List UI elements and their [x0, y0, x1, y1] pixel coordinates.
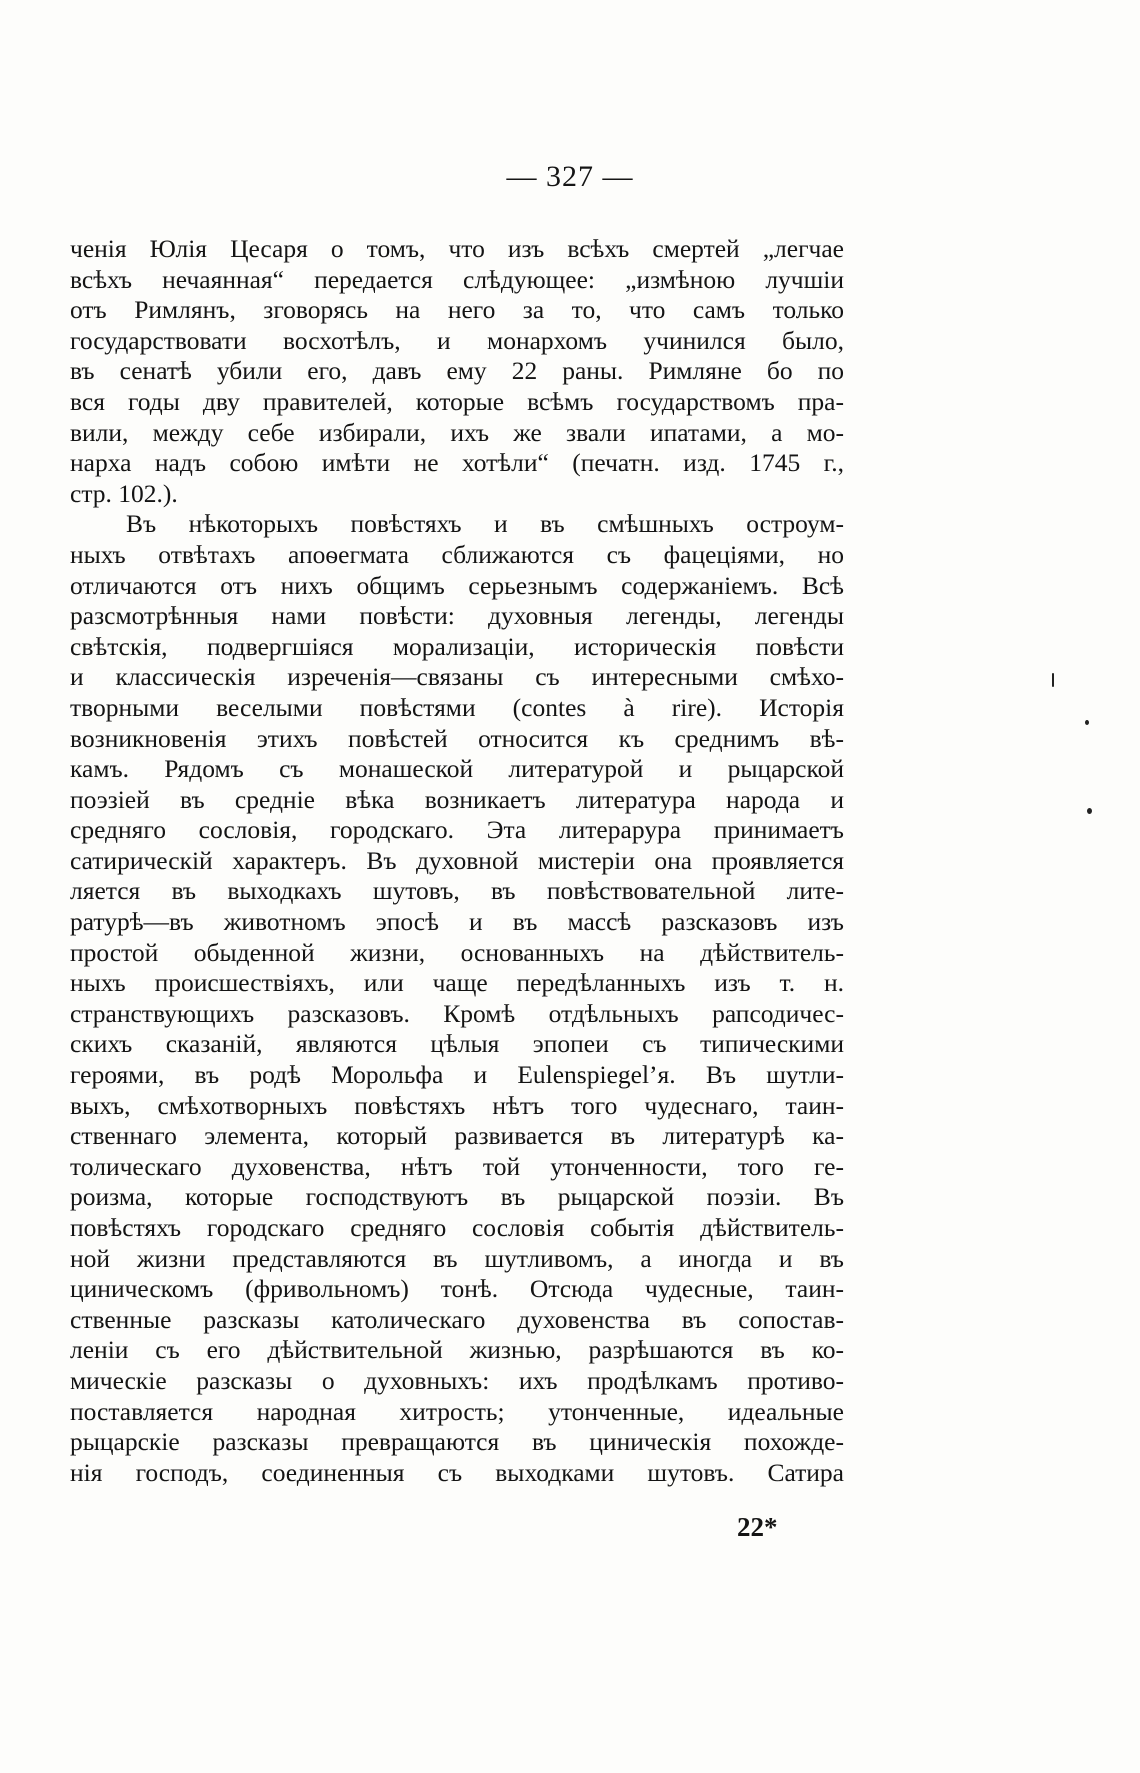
text-line: вся годы дву правителей, которые всѣмъ государствомъ пра- [70, 386, 844, 416]
text-line: Въ нѣкоторыхъ повѣстяхъ и въ смѣшныхъ остроум- [126, 509, 844, 539]
body-text [70, 234, 844, 1488]
text-line: ственные разсказы католическаго духовенства въ сопостав- [70, 1304, 844, 1334]
text-line: всѣхъ нечаянная“ передается слѣдующее: „измѣною лучшіи [70, 264, 844, 294]
text-line: ратурѣ—въ животномъ эпосѣ и въ массѣ разсказовъ изъ [70, 907, 844, 937]
text-line: въ сенатѣ убили его, давъ ему 22 раны. Римляне бо по [70, 356, 844, 386]
text-line: циническомъ (фривольномъ) тонѣ. Отсюда чудесные, таин- [70, 1274, 844, 1304]
ink-speck [1052, 673, 1054, 687]
ink-speck [1087, 808, 1092, 814]
text-line: героями, въ родѣ Морольфа и Eulenspiegel’я. Въ шутли- [70, 1060, 844, 1090]
text-line: нія господъ, соединенныя съ выходками шутовъ. Сатира [70, 1457, 844, 1487]
ink-speck [1085, 720, 1089, 725]
text-line: стр. 102.). [70, 478, 178, 508]
text-line: сатирическій характеръ. Въ духовной мистеріи она проявляется [70, 845, 844, 875]
text-line: свѣтскія, подвергшіяся морализаціи, историческія повѣсти [70, 631, 844, 661]
text-line: ляется въ выходкахъ шутовъ, въ повѣствовательной лите- [70, 876, 844, 906]
text-line: ной жизни представляются въ шутливомъ, а иногда и въ [70, 1243, 844, 1273]
text-line: отличаются отъ нихъ общимъ серьезнымъ содержаніемъ. Всѣ [70, 570, 844, 600]
text-line: разсмотрѣнныя нами повѣсти: духовныя легенды, легенды [70, 601, 844, 631]
text-line: поставляется народная хитрость; утонченные, идеальные [70, 1396, 844, 1426]
text-line: и классическія изреченія—связаны съ интересными смѣхо- [70, 662, 844, 692]
text-line: возникновенія этихъ повѣстей относится къ среднимъ вѣ- [70, 723, 844, 753]
text-line: рыцарскіе разсказы превращаются въ циническія похожде- [70, 1427, 844, 1457]
text-line: камъ. Рядомъ съ монашеской литературой и рыцарской [70, 754, 844, 784]
printer-signature-mark: 22* [737, 1512, 778, 1542]
text-line: повѣстяхъ городскаго средняго сословія событія дѣйствитель- [70, 1213, 844, 1242]
text-line: средняго сословія, городскаго. Эта литерарура принимаетъ [70, 815, 844, 845]
text-line: государствовати восхотѣлъ, и монархомъ учинился было, [70, 325, 844, 355]
text-line: странствующихъ разсказовъ. Кромѣ отдѣльныхъ рапсодичес- [70, 998, 844, 1028]
text-line: творными веселыми повѣстями (contes à rire). Исторія [70, 692, 844, 722]
text-line: скихъ сказаній, являются цѣлыя эпопеи съ типическими [70, 1029, 844, 1059]
page-number: — 327 — [506, 160, 634, 193]
text-line: роизма, которые господствуютъ въ рыцарской поэзіи. Въ [70, 1182, 844, 1212]
text-line: ныхъ отвѣтахъ апоѳегмата сближаются съ фацеціями, но [70, 539, 844, 569]
text-line: простой обыденной жизни, основанныхъ на дѣйствитель- [70, 937, 844, 967]
text-line: вили, между себе избирали, ихъ же звали ипатами, а мо- [70, 417, 844, 447]
text-line: толическаго духовенства, нѣтъ той утонченности, того ге- [70, 1151, 844, 1181]
text-line: выхъ, смѣхотворныхъ повѣстяхъ нѣтъ того чудеснаго, таин- [70, 1090, 844, 1120]
text-line: ственнаго элемента, который развивается въ литературѣ ка- [70, 1121, 844, 1151]
text-line: поэзіей въ средніе вѣка возникаетъ литература народа и [70, 784, 844, 814]
text-line: мическіе разсказы о духовныхъ: ихъ продѣлкамъ противо- [70, 1365, 844, 1395]
text-line: нарха надъ собою имѣти не хотѣли“ (печатн. изд. 1745 г., [70, 448, 844, 478]
text-line: леніи съ его дѣйствительной жизнью, разрѣшаются въ ко- [70, 1335, 844, 1365]
text-line: ченія Юлія Цесаря о томъ, что изъ всѣхъ смертей „легчае [70, 234, 844, 263]
text-line: отъ Римлянъ, зговорясь на него за то, что самъ только [70, 295, 844, 325]
text-line: ныхъ происшествіяхъ, или чаще передѣланныхъ изъ т. н. [70, 968, 844, 998]
